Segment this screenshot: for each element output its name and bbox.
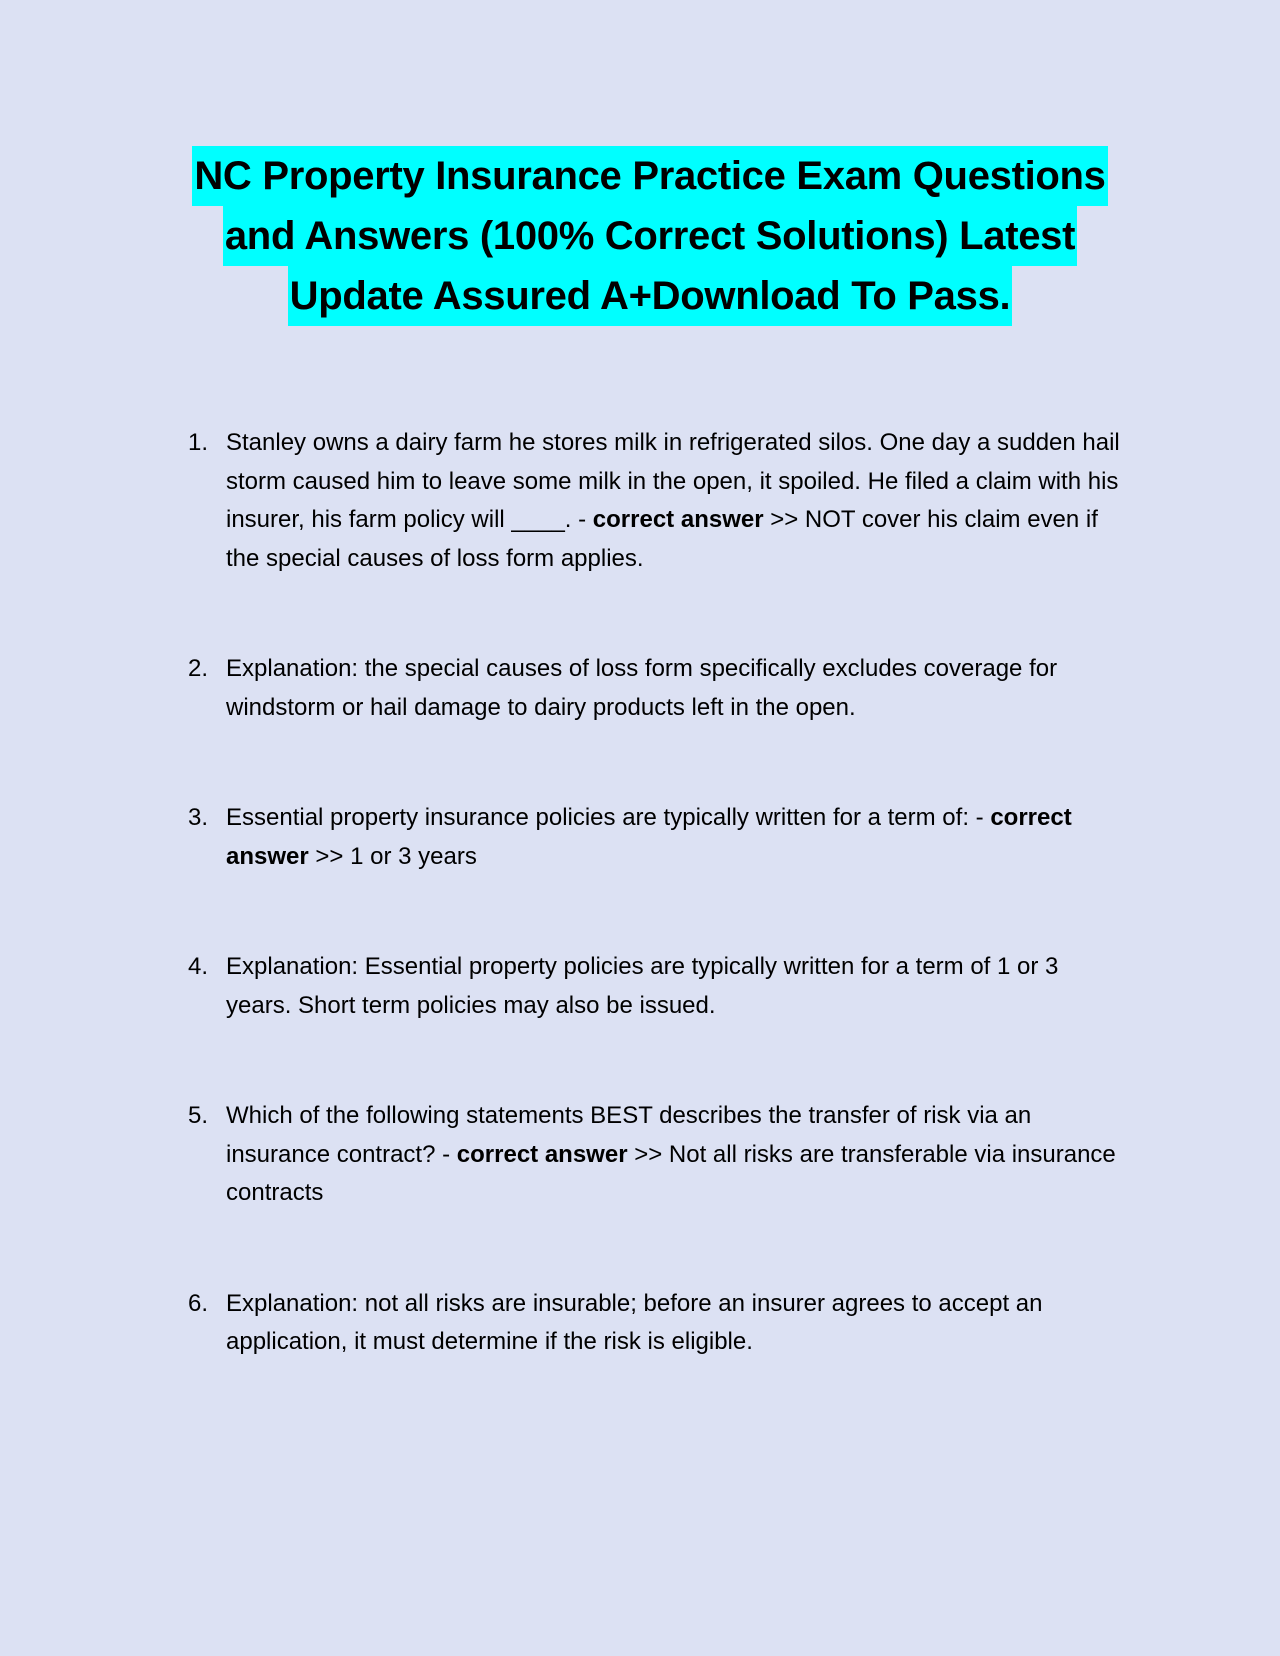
list-item <box>188 650 1128 727</box>
item-text <box>226 804 1072 870</box>
item-text-after: >> Not all risks are transferable via insurance contracts <box>226 1140 1116 1206</box>
item-number: 5. <box>188 1102 209 1129</box>
item-number: 3. <box>188 804 209 831</box>
item-number: 6. <box>188 1289 209 1317</box>
document-title <box>190 146 1110 326</box>
item-text <box>226 953 1058 1019</box>
correct-answer-label: correct answer <box>456 1140 628 1168</box>
item-text <box>226 1290 1042 1356</box>
correct-answer-label: correct answer <box>592 506 764 533</box>
item-text-after: >> 1 or 3 years <box>308 842 477 870</box>
item-text-before: Essential property insurance policies are typically written for a term of: - <box>226 804 991 831</box>
item-text-after: >> NOT cover his claim even if the special causes of loss form applies. <box>226 506 1098 572</box>
item-text-before: Which of the following statements BEST describes the transfer of risk via an insurance contract? - <box>226 1102 1032 1168</box>
item-text-before: Explanation: not all risks are insurable; before an insurer agrees to accept an application, it must determine if the risk is eligible. <box>226 1289 1043 1355</box>
item-text <box>226 655 1057 721</box>
title-line-3: Update Assured A+Download To Pass. <box>288 266 1013 326</box>
title-line-2: and Answers (100% Correct Solutions) Latest <box>223 206 1077 266</box>
list-item <box>188 799 1128 876</box>
list-item <box>188 948 1128 1025</box>
list-item <box>188 1285 1128 1362</box>
question-list <box>188 424 1128 1362</box>
item-text-before: Explanation: the special causes of loss form specifically excludes coverage for windstorm or hail damage to dairy products left in the open. <box>226 655 1058 721</box>
item-text <box>226 429 1120 572</box>
item-number: 2. <box>188 655 209 682</box>
item-number: 1. <box>188 429 209 456</box>
item-text <box>226 1102 1116 1206</box>
correct-answer-label: correct answer <box>226 804 1072 870</box>
list-item <box>188 1097 1128 1213</box>
item-text-before: Stanley owns a dairy farm he stores milk in refrigerated silos. One day a sudden hail storm caused him to leave some milk in the open, it spoiled. He filed a claim with his insurer, his farm policy will ____. - <box>226 429 1120 533</box>
list-item <box>188 424 1128 578</box>
title-line-1: NC Property Insurance Practice Exam Questions <box>192 146 1107 206</box>
item-text-before: Explanation: Essential property policies are typically written for a term of 1 or 3 years. Short term policies may also be issued. <box>226 953 1059 1019</box>
item-number: 4. <box>188 953 209 980</box>
